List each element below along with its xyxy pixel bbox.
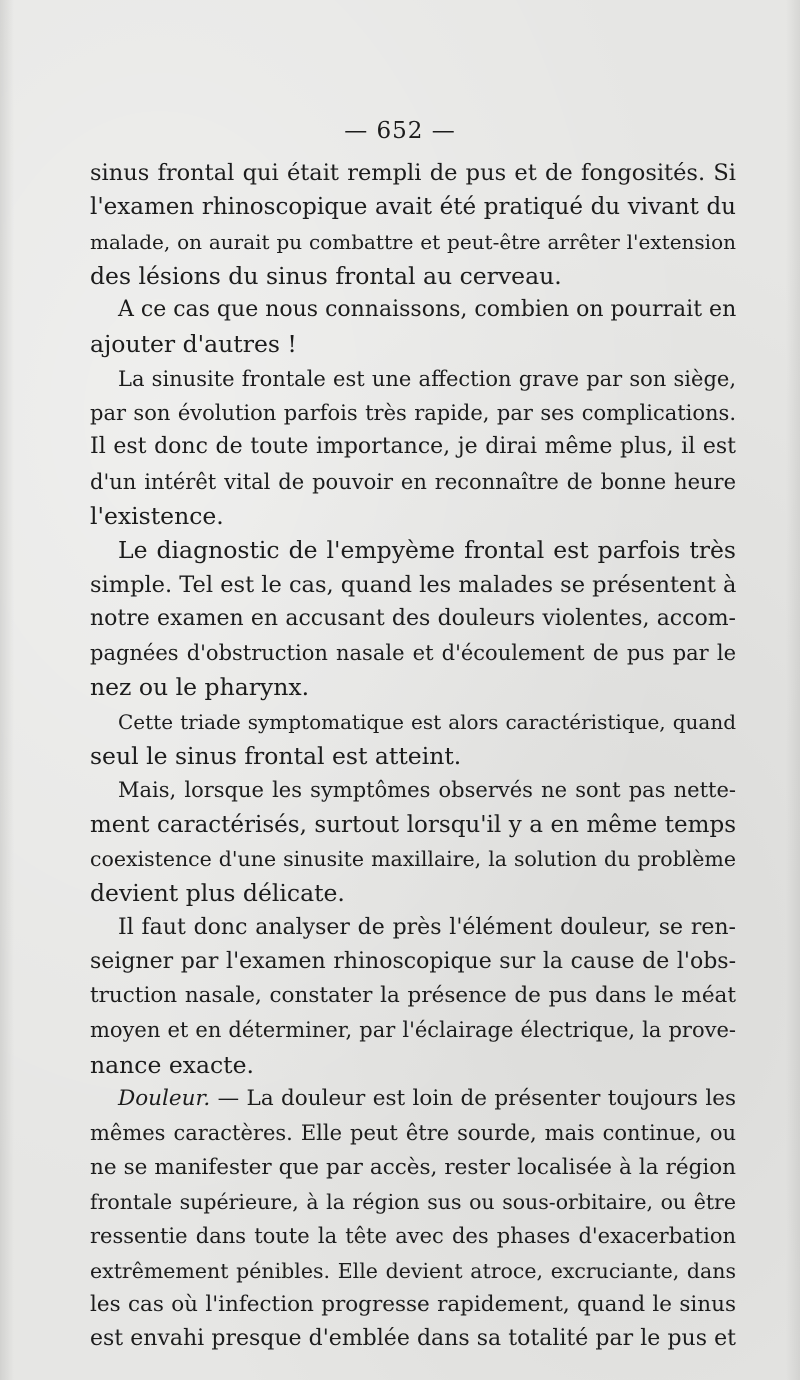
- text-line: [90, 293, 736, 327]
- text-line-content: est envahi presque d'emblée dans sa totalité par le pus et: [90, 1326, 736, 1352]
- text-line-content: Il est donc de toute importance, je dirai même plus, il est: [90, 434, 736, 460]
- text-line-content: l'examen rhinoscopique avait été pratiqué du vivant du: [90, 194, 736, 221]
- text-line: [90, 636, 736, 670]
- text-line: [90, 499, 736, 533]
- text-line-content: sinus frontal qui était rempli de pus et de fongosités. Si: [90, 160, 736, 186]
- text-line: [90, 465, 736, 499]
- text-line-content: nance exacte.: [90, 1050, 254, 1079]
- text-line-content: frontale supérieure, à la région sus ou sous-orbitaire, ou être: [90, 1189, 736, 1214]
- text-line-content: Il faut donc analyser de près l'élément douleur, se ren-: [118, 914, 736, 940]
- text-line: [90, 533, 736, 567]
- text-line-content: coexistence d'une sinusite maxillaire, la solution du problème: [90, 846, 736, 871]
- body-text: [90, 156, 736, 1356]
- text-line-content: moyen et en déterminer, par l'éclairage électrique, la prove-: [90, 1018, 736, 1043]
- text-line: [90, 808, 736, 842]
- text-line-content: d'un intérêt vital de pouvoir en reconnaître de bonne heure: [90, 469, 736, 494]
- page-edge-shadow-right: [786, 0, 800, 1380]
- text-line: [90, 1013, 736, 1047]
- text-line-content: La sinusite frontale est une affection grave par son siège,: [118, 366, 736, 391]
- text-line-content: devient plus délicate.: [90, 879, 345, 908]
- text-line: [90, 979, 736, 1013]
- text-line: [90, 1082, 736, 1116]
- text-line: [90, 773, 736, 807]
- text-line: [90, 1116, 736, 1150]
- text-line: [90, 911, 736, 945]
- text-line-content: A ce cas que nous connaissons, combien on pourrait en: [118, 297, 737, 323]
- text-line-content: seul le sinus frontal est atteint.: [90, 742, 462, 771]
- text-line-content: extrêmement pénibles. Elle devient atroce, excruciante, dans: [90, 1258, 736, 1283]
- page-number: — 652 —: [344, 118, 456, 144]
- text-line: [90, 568, 736, 602]
- text-line-content: Cette triade symptomatique est alors caractéristique, quand: [118, 709, 736, 734]
- text-line: [90, 1254, 736, 1288]
- text-line-content: ne se manifester que par accès, rester localisée à la région: [90, 1154, 736, 1180]
- text-line-content: mêmes caractères. Elle peut être sourde, mais continue, ou: [90, 1121, 736, 1146]
- text-line: [90, 225, 736, 259]
- text-line: [90, 327, 736, 361]
- text-line: [90, 190, 736, 224]
- text-line-content: les cas où l'infection progresse rapidement, quand le sinus: [90, 1291, 736, 1317]
- text-line-content: seigner par l'examen rhinoscopique sur la cause de l'obs-: [90, 948, 736, 974]
- text-line: [90, 362, 736, 396]
- text-line: [90, 430, 736, 464]
- text-line-content: par son évolution parfois très rapide, par ses complications.: [90, 401, 736, 426]
- text-line: [90, 1185, 736, 1219]
- text-line-content: simple. Tel est le cas, quand les malades se présentent à: [90, 571, 737, 598]
- text-line: [90, 739, 736, 773]
- text-line: [90, 1322, 736, 1356]
- text-line: [90, 259, 736, 293]
- text-line: [90, 1219, 736, 1253]
- text-line-content: l'existence.: [90, 501, 224, 530]
- text-line-content: pagnées d'obstruction nasale et d'écoulement de pus par le: [90, 641, 736, 666]
- text-line: [90, 876, 736, 910]
- section-heading-italic: Douleur.: [118, 1086, 211, 1112]
- text-line: [90, 945, 736, 979]
- text-line-content: ment caractérisés, surtout lorsqu'il y a en même temps: [90, 811, 736, 838]
- text-line: [90, 156, 736, 190]
- text-line-content: des lésions du sinus frontal au cerveau.: [90, 261, 562, 290]
- text-line: [90, 842, 736, 876]
- text-line: [90, 670, 736, 704]
- text-line: [90, 396, 736, 430]
- page-edge-shadow-left: [0, 0, 14, 1380]
- text-line-content: nez ou le pharynx.: [90, 673, 310, 702]
- text-line: [90, 1048, 736, 1082]
- text-line: [90, 705, 736, 739]
- text-line-content: Le diagnostic de l'empyème frontal est parfois très: [118, 536, 736, 565]
- text-line-content: truction nasale, constater la présence de pus dans le méat: [90, 983, 736, 1009]
- text-line-content: ajouter d'autres !: [90, 330, 297, 359]
- text-line-content: Mais, lorsque les symptômes observés ne sont pas nette-: [118, 778, 736, 803]
- text-line-content: — La douleur est loin de présenter toujours les: [217, 1086, 736, 1112]
- text-line-content: ressentie dans toute la tête avec des phases d'exacerbation: [90, 1224, 736, 1249]
- text-line: [90, 1151, 736, 1185]
- text-line: [90, 1288, 736, 1322]
- text-line-content: malade, on aurait pu combattre et peut-être arrêter l'extension: [90, 229, 736, 254]
- text-line: [90, 602, 736, 636]
- text-line-content: notre examen en accusant des douleurs violentes, accom-: [90, 605, 736, 631]
